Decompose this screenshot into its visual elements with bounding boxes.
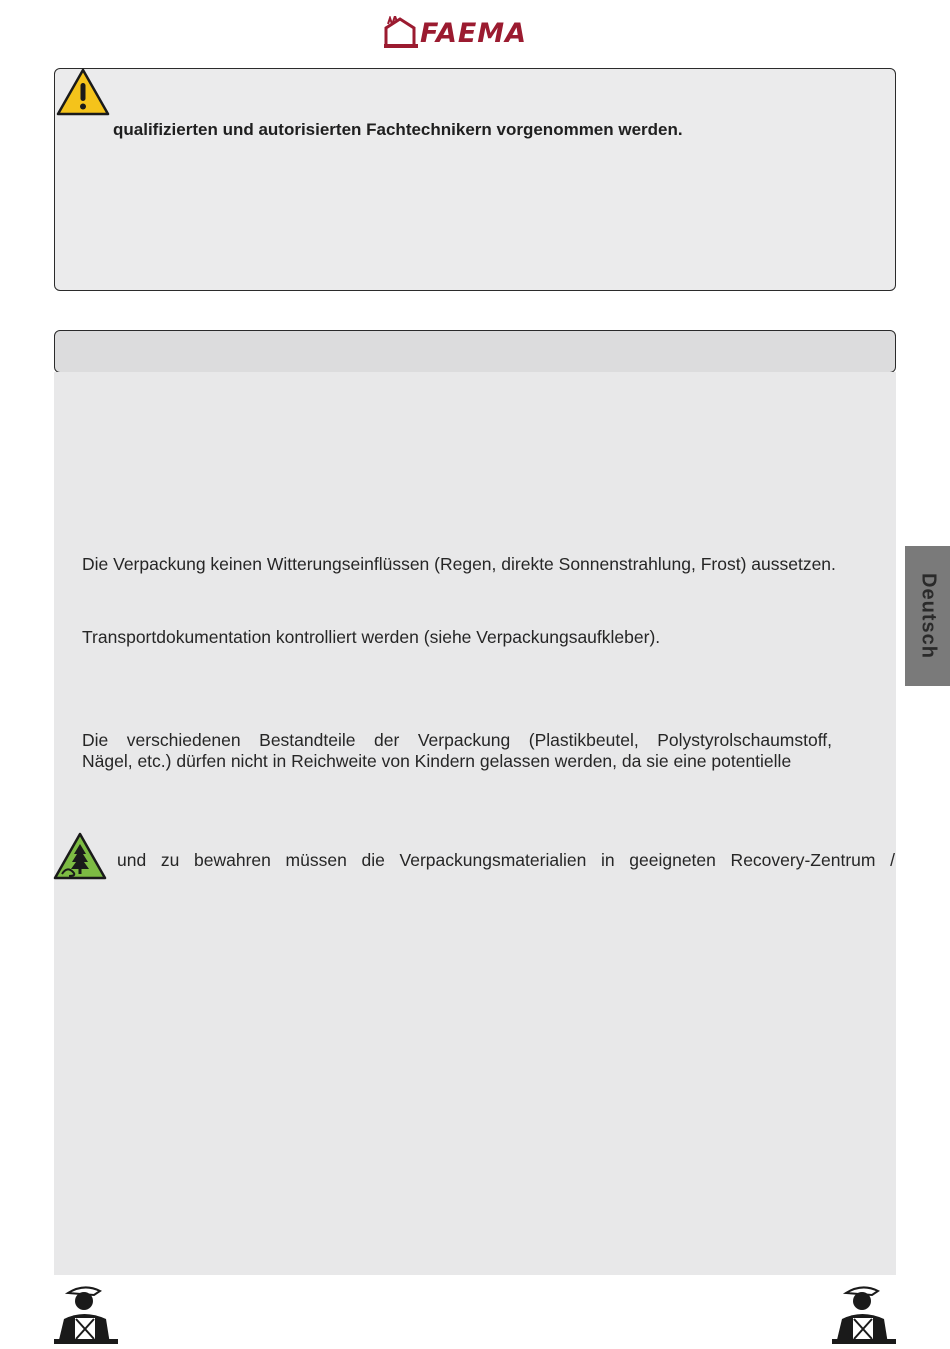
- brand-name: FAEMA: [420, 18, 528, 49]
- transport-notice: Transportdokumentation kontrolliert werden (siehe Verpackungsaufkleber).: [82, 627, 661, 647]
- technician-icon: [54, 1283, 118, 1344]
- content-area: [54, 372, 896, 1275]
- children-notice-line-1: Die verschiedenen Bestandteile der Verpackung (Plastikbeutel, Polystyrolschaumstoff,: [82, 730, 832, 750]
- children-notice-line-2: Nägel, etc.) dürfen nicht in Reichweite von Kindern gelassen werden, da sie eine potentielle: [82, 751, 792, 771]
- language-tab[interactable]: [905, 546, 950, 686]
- warning-text: qualifizierten und autorisierten Fachtechnikern vorgenommen werden.: [113, 120, 683, 139]
- weather-notice: Die Verpackung keinen Witterungseinflüssen (Regen, direkte Sonnenstrahlung, Frost) aussetzen.: [82, 554, 836, 574]
- technician-icon: [832, 1283, 896, 1344]
- warning-box: [54, 68, 896, 291]
- section-header-bar: [54, 330, 896, 373]
- environment-notice: und zu bewahren müssen die Verpackungsmaterialien in geeigneten Recovery-Zentrum /: [117, 850, 895, 870]
- brand-logo: [384, 16, 566, 48]
- children-notice: [82, 730, 832, 772]
- logo-mark-icon: [384, 16, 418, 48]
- language-tab-label: Deutsch: [917, 573, 939, 659]
- environment-icon: [53, 832, 107, 880]
- warning-triangle-icon: [56, 68, 110, 116]
